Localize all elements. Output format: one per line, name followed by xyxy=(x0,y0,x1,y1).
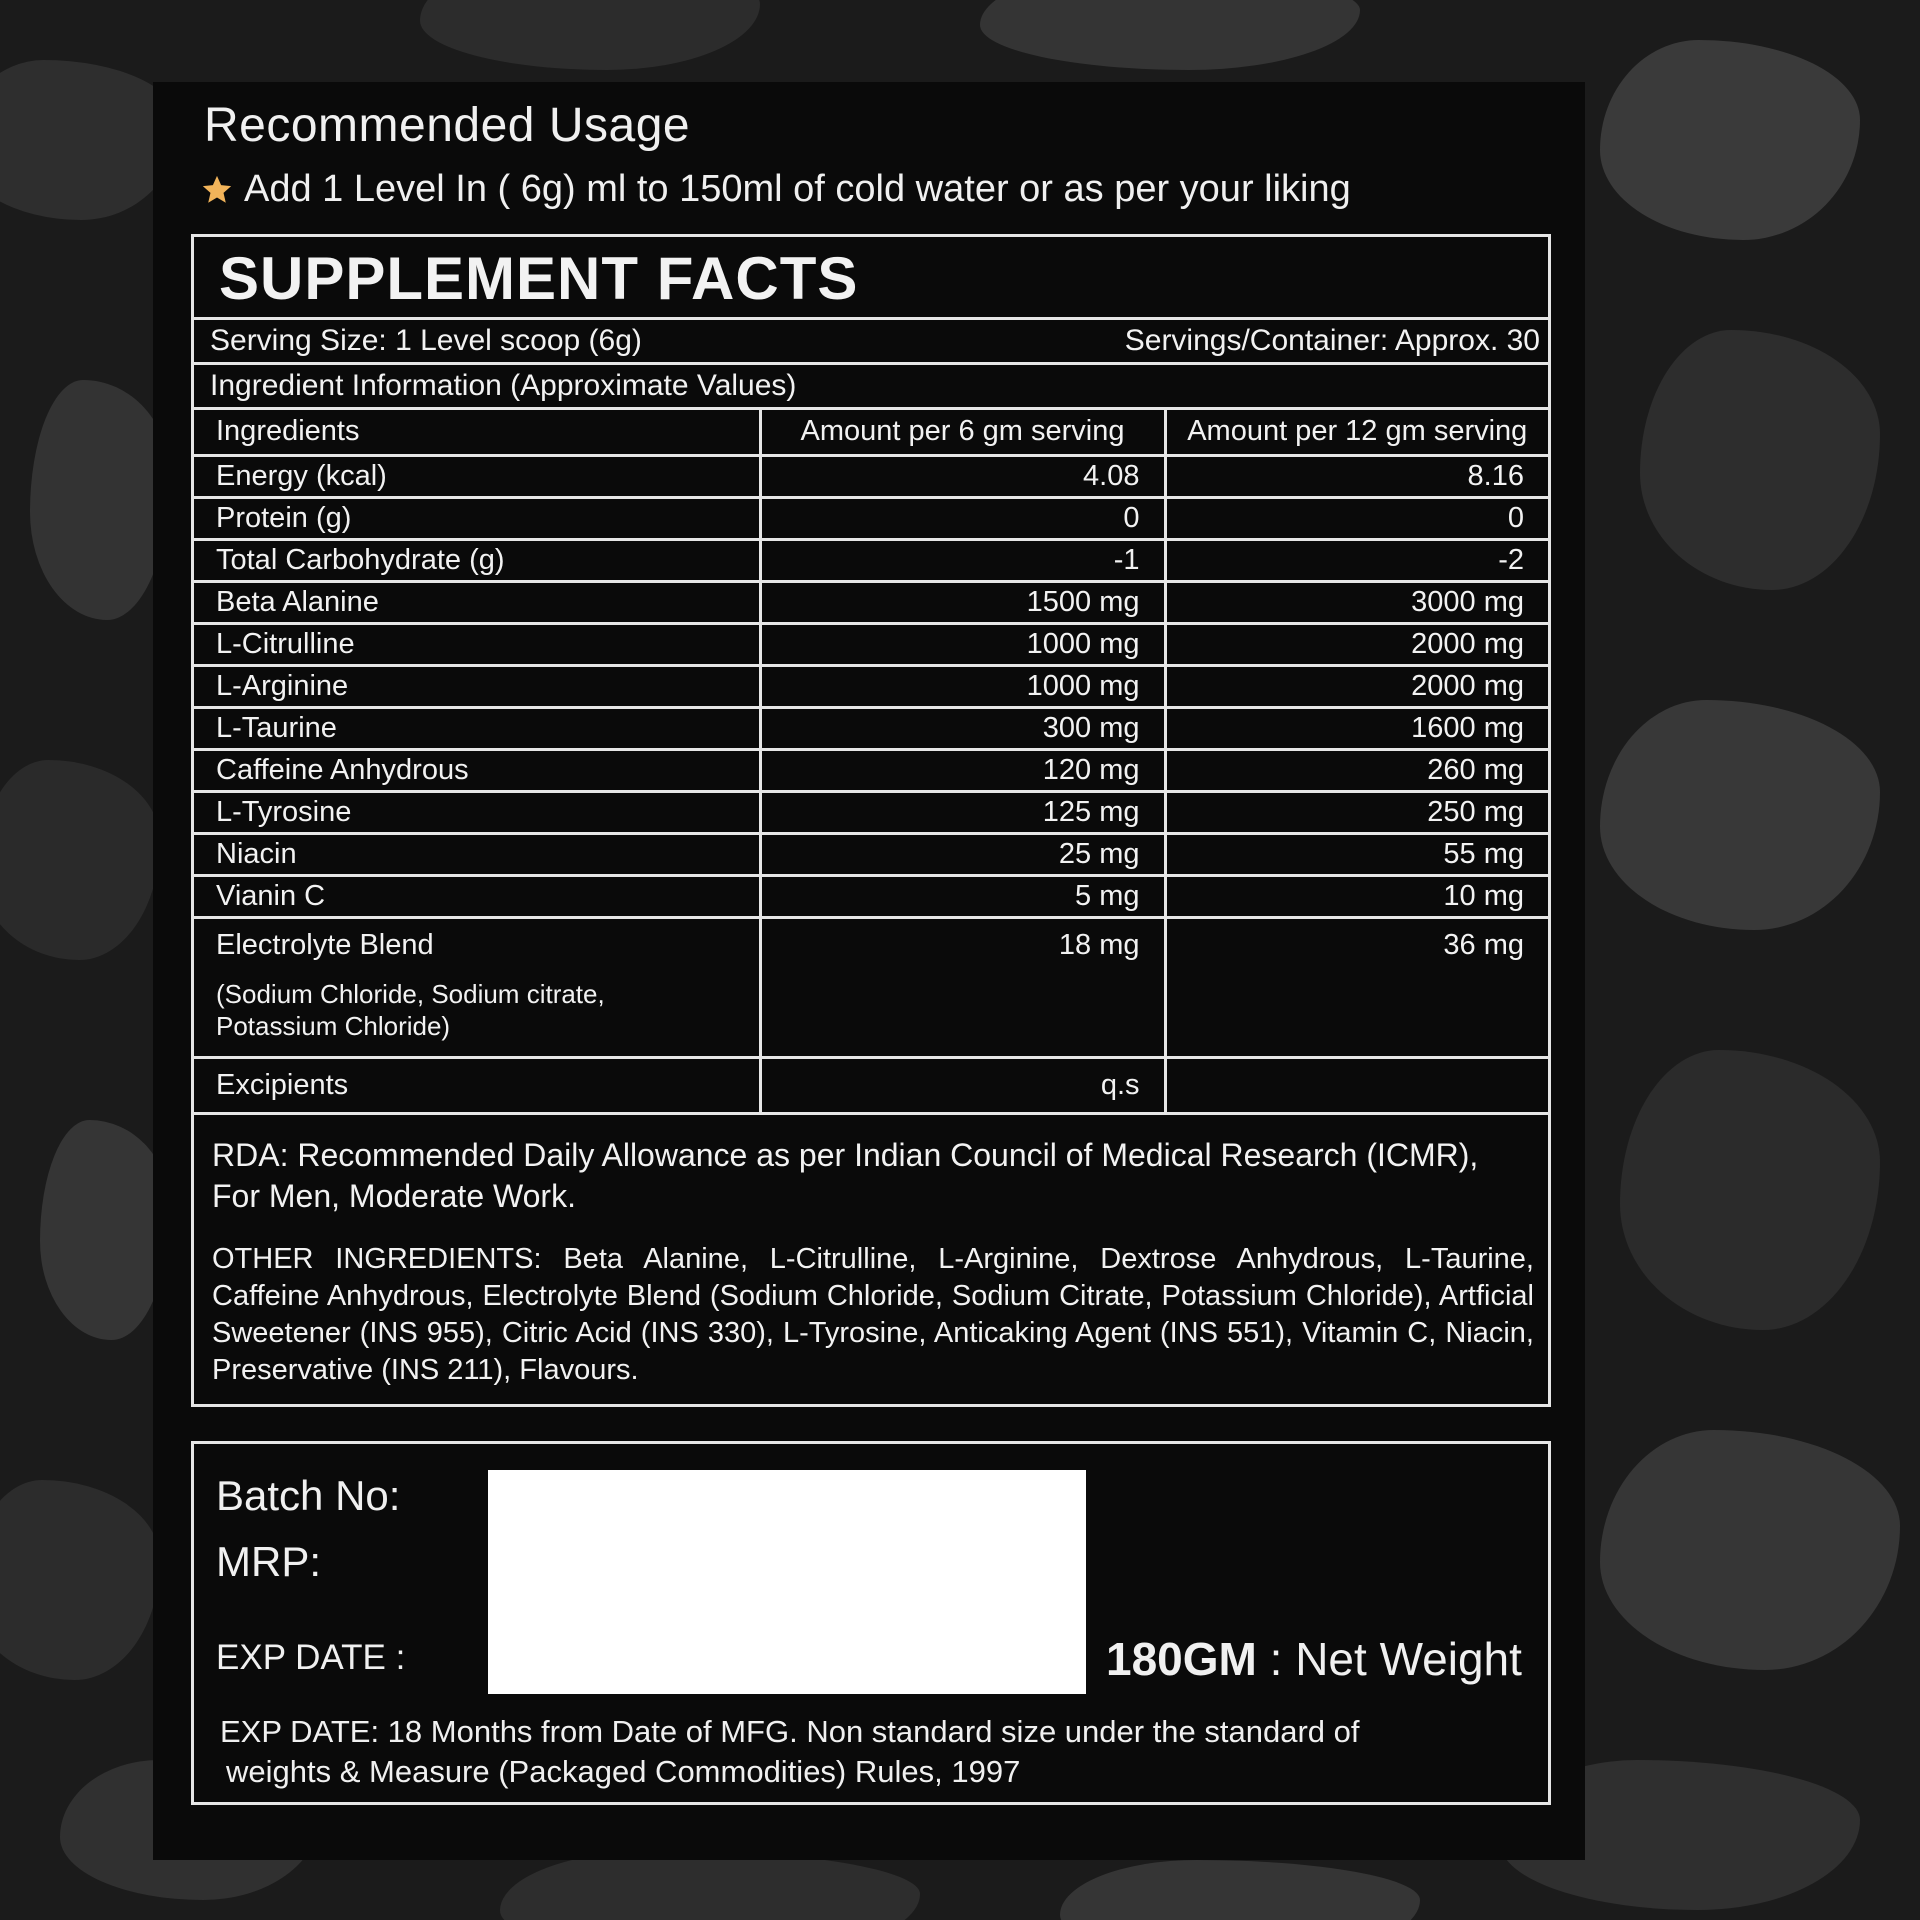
exp-date-label: EXP DATE : xyxy=(216,1638,406,1677)
batch-print-area xyxy=(488,1470,1086,1694)
servings-per-container: Servings/Container: Approx. 30 xyxy=(1124,324,1540,357)
blend-composition-line-1: (Sodium Chloride, Sodium citrate, xyxy=(216,978,605,1009)
table-row xyxy=(194,497,1548,539)
batch-info-box xyxy=(191,1441,1551,1805)
ingredient-name: L-Tyrosine xyxy=(194,791,760,833)
blend-name: Electrolyte Blend xyxy=(216,928,434,961)
ingredient-name: Vianin C xyxy=(194,875,760,917)
amount-12g: 2000 mg xyxy=(1165,623,1548,665)
amount-6g: 1000 mg xyxy=(760,665,1165,707)
ingredient-name-blend xyxy=(194,917,760,1057)
table-row xyxy=(194,581,1548,623)
table-row-excipients xyxy=(194,1057,1548,1113)
ingredient-name: Total Carbohydrate (g) xyxy=(194,539,760,581)
amount-12g: 3000 mg xyxy=(1165,581,1548,623)
batch-label: Batch No: xyxy=(216,1472,401,1519)
ingredient-name: Niacin xyxy=(194,833,760,875)
net-weight-value: 180GM xyxy=(1106,1633,1257,1685)
other-ingredients: OTHER INGREDIENTS: Beta Alanine, L-Citrulline, L-Arginine, Dextrose Anhydrous, L-Taurine, Caffeine Anhydrous, Electrolyte Blend (Sodium Chloride, Sodium Citrate, Potassium Chloride), Artficial Sweetener (INS 955), Citric Acid (INS 330), L-Tyrosine, Anticaking Agent (INS 551), Vitamin C, Niacin, Preservative (INS 211), Flavours. xyxy=(212,1242,1534,1386)
exp-note xyxy=(220,1712,1360,1792)
amount-6g: 120 mg xyxy=(760,749,1165,791)
net-weight xyxy=(1106,1632,1522,1686)
amount-6g: -1 xyxy=(760,539,1165,581)
header-amount-6g: Amount per 6 gm serving xyxy=(760,410,1165,455)
table-row xyxy=(194,833,1548,875)
amount-12g: -2 xyxy=(1165,539,1548,581)
table-row xyxy=(194,749,1548,791)
amount-12g: 260 mg xyxy=(1165,749,1548,791)
exp-note-line-2: weights & Measure (Packaged Commodities) Rules, 1997 xyxy=(226,1754,1021,1789)
table-row xyxy=(194,665,1548,707)
amount-12g xyxy=(1165,1057,1548,1113)
star-icon xyxy=(200,173,234,207)
amount-12g: 2000 mg xyxy=(1165,665,1548,707)
amount-6g: 1500 mg xyxy=(760,581,1165,623)
ingredient-name: Energy (kcal) xyxy=(194,455,760,497)
amount-12g: 55 mg xyxy=(1165,833,1548,875)
blend-composition xyxy=(216,978,735,1042)
amount-6g: 5 mg xyxy=(760,875,1165,917)
header-ingredients: Ingredients xyxy=(194,410,760,455)
amount-12g: 8.16 xyxy=(1165,455,1548,497)
amount-12g: 36 mg xyxy=(1165,917,1548,1057)
ingredient-name: Beta Alanine xyxy=(194,581,760,623)
serving-row xyxy=(194,320,1548,365)
ingredient-info: Ingredient Information (Approximate Values) xyxy=(194,365,1548,410)
table-header-row xyxy=(194,410,1548,455)
mrp-label: MRP: xyxy=(216,1538,321,1585)
ingredients-table xyxy=(194,410,1548,1115)
amount-12g: 0 xyxy=(1165,497,1548,539)
supplement-facts-box xyxy=(191,234,1551,1407)
table-row xyxy=(194,875,1548,917)
table-row xyxy=(194,791,1548,833)
table-row xyxy=(194,455,1548,497)
table-row-electrolyte-blend xyxy=(194,917,1548,1057)
facts-notes xyxy=(194,1115,1548,1389)
ingredient-name: Excipients xyxy=(194,1057,760,1113)
ingredient-name: L-Taurine xyxy=(194,707,760,749)
blend-composition-line-2: Potassium Chloride) xyxy=(216,1010,451,1041)
net-weight-label: : Net Weight xyxy=(1256,1633,1522,1685)
rda-note: RDA: Recommended Daily Allowance as per Indian Council of Medical Research (ICMR), For Men, Moderate Work. xyxy=(212,1136,1479,1214)
amount-6g: 18 mg xyxy=(760,917,1165,1057)
usage-instruction: Add 1 Level In ( 6g) ml to 150ml of cold water or as per your liking xyxy=(244,168,1351,210)
amount-6g: q.s xyxy=(760,1057,1165,1113)
amount-6g: 125 mg xyxy=(760,791,1165,833)
header-amount-12g: Amount per 12 gm serving xyxy=(1165,410,1548,455)
amount-6g: 0 xyxy=(760,497,1165,539)
ingredient-name: Protein (g) xyxy=(194,497,760,539)
ingredient-name: L-Citrulline xyxy=(194,623,760,665)
table-row xyxy=(194,623,1548,665)
amount-6g: 1000 mg xyxy=(760,623,1165,665)
amount-12g: 1600 mg xyxy=(1165,707,1548,749)
exp-note-line-1: EXP DATE: 18 Months from Date of MFG. Non standard size under the standard of xyxy=(220,1714,1360,1749)
amount-12g: 10 mg xyxy=(1165,875,1548,917)
amount-12g: 250 mg xyxy=(1165,791,1548,833)
usage-title: Recommended Usage xyxy=(204,99,691,152)
ingredient-name: Caffeine Anhydrous xyxy=(194,749,760,791)
serving-size: Serving Size: 1 Level scoop (6g) xyxy=(210,324,642,357)
facts-title: SUPPLEMENT FACTS xyxy=(194,237,1548,320)
amount-6g: 300 mg xyxy=(760,707,1165,749)
usage-instruction-row xyxy=(200,168,1351,211)
table-row xyxy=(194,539,1548,581)
table-row xyxy=(194,707,1548,749)
amount-6g: 4.08 xyxy=(760,455,1165,497)
amount-6g: 25 mg xyxy=(760,833,1165,875)
ingredient-name: L-Arginine xyxy=(194,665,760,707)
